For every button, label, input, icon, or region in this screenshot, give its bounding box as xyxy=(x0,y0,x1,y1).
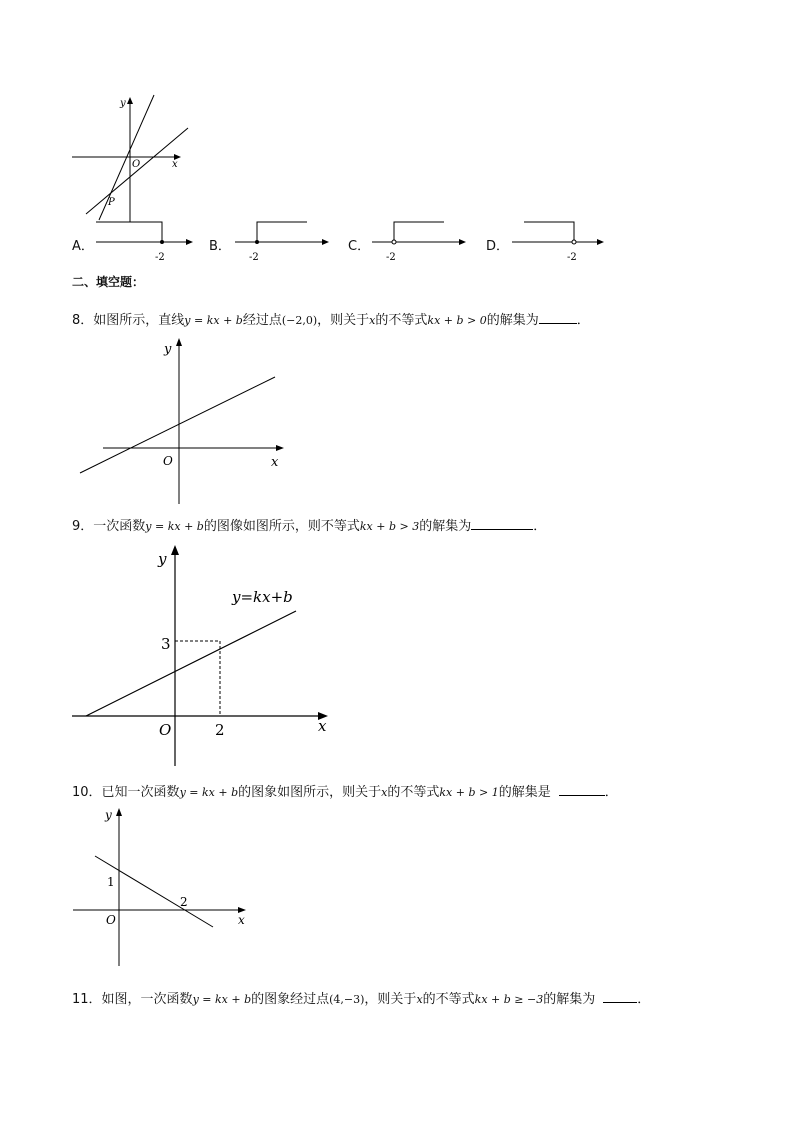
q8-inequality: kx + b > 0 xyxy=(427,314,487,327)
option-a-tick: -2 xyxy=(155,252,165,263)
q8-equation: y = kx + b xyxy=(184,314,243,327)
q10-text-2: 的图象如图所示，则关于 xyxy=(238,785,382,800)
question-11 xyxy=(72,988,650,1007)
q10-xtick-2: 2 xyxy=(180,895,188,909)
q11-var: x xyxy=(416,993,423,1006)
option-d-tick: -2 xyxy=(567,252,577,263)
question-8 xyxy=(72,309,590,328)
q8-var: x xyxy=(369,314,376,327)
q9-equation: y = kx + b xyxy=(145,520,204,533)
option-d-letter: D． xyxy=(486,239,510,254)
question-9 xyxy=(72,515,546,534)
q8-origin-label: O xyxy=(163,454,173,468)
q10-answer-blank[interactable] xyxy=(559,783,605,796)
q8-text-4: 的不等式 xyxy=(375,313,428,328)
q10-origin-label: O xyxy=(106,913,116,927)
q10-var: x xyxy=(381,786,388,799)
q11-text-3: ，则关于 xyxy=(364,992,417,1007)
q8-y-label: y xyxy=(164,342,172,357)
q7-figure xyxy=(66,92,196,222)
q11-inequality: kx + b ≥ −3 xyxy=(474,993,544,1006)
q10-x-label: x xyxy=(238,913,245,927)
q9-inequality: kx + b > 3 xyxy=(359,520,420,533)
q9-x-label: x xyxy=(318,717,327,735)
q8-text-3: ，则关于 xyxy=(317,313,370,328)
q11-text-1: 如图，一次函数 xyxy=(101,992,193,1007)
q9-text-1: 一次函数 xyxy=(93,519,146,534)
option-c-letter: C． xyxy=(348,239,371,254)
q7-line-2 xyxy=(86,128,188,214)
option-a-letter: A． xyxy=(72,239,94,254)
option-c-tick: -2 xyxy=(386,252,396,263)
q10-ytick-1: 1 xyxy=(107,875,115,889)
q8-answer-blank[interactable] xyxy=(539,311,577,324)
q11-equation: y = kx + b xyxy=(192,993,252,1006)
q8-number: 8． xyxy=(72,313,94,328)
q10-y-label: y xyxy=(105,808,112,822)
option-d-number-line xyxy=(510,218,610,264)
q11-end: ． xyxy=(637,992,651,1007)
option-a-point xyxy=(160,240,164,244)
q10-end: ． xyxy=(604,785,618,800)
q7-y-arrow xyxy=(127,97,133,104)
q7-origin-label: O xyxy=(132,159,141,170)
q11-text-4: 的不等式 xyxy=(422,992,475,1007)
q11-text-5: 的解集为 xyxy=(543,992,596,1007)
question-10 xyxy=(72,781,618,800)
q9-answer-blank[interactable] xyxy=(471,517,533,530)
q9-text-2: 的图像如图所示，则不等式 xyxy=(203,519,360,534)
q9-text-3: 的解集为 xyxy=(419,519,472,534)
q8-point: (−2,0) xyxy=(281,314,318,327)
q9-ytick-3: 3 xyxy=(161,635,171,653)
option-b-tick: -2 xyxy=(249,252,259,263)
q9-end: ． xyxy=(533,519,547,534)
q9-y-label: y xyxy=(158,550,167,568)
q11-text-2: 的图象经过点 xyxy=(251,992,330,1007)
q9-xtick-2: 2 xyxy=(215,721,225,739)
q10-text-1: 已知一次函数 xyxy=(101,785,180,800)
q7-point-p-label: P xyxy=(108,197,115,208)
q7-x-label: x xyxy=(172,159,178,170)
q9-line xyxy=(86,611,296,716)
q9-graph xyxy=(70,544,340,770)
q10-graph xyxy=(70,806,255,968)
option-b-letter: B． xyxy=(209,239,231,254)
q11-point: (4,−3) xyxy=(329,993,365,1006)
q8-text-5: 的解集为 xyxy=(486,313,539,328)
option-a-number-line xyxy=(94,218,199,264)
q11-answer-blank[interactable] xyxy=(603,990,637,1003)
q7-y-label: y xyxy=(120,98,126,109)
q10-number: 10． xyxy=(72,785,102,800)
q10-text-3: 的不等式 xyxy=(387,785,440,800)
q8-end: ． xyxy=(576,313,590,328)
option-c-number-line xyxy=(370,218,475,264)
q8-graph xyxy=(76,336,296,508)
q10-text-4: 的解集是 xyxy=(498,785,551,800)
q8-text-2: 经过点 xyxy=(242,313,282,328)
q11-number: 11． xyxy=(72,992,102,1007)
option-d-point xyxy=(572,240,576,244)
q8-x-label: x xyxy=(271,455,279,470)
option-b-number-line xyxy=(233,218,338,264)
q10-inequality: kx + b > 1 xyxy=(439,786,499,799)
q8-text-1: 如图所示，直线 xyxy=(93,313,185,328)
section-title: 二、填空题： xyxy=(72,275,145,289)
q10-equation: y = kx + b xyxy=(179,786,239,799)
option-c-point xyxy=(392,240,396,244)
q9-line-label: y=kx+b xyxy=(232,588,293,606)
q9-number: 9． xyxy=(72,519,94,534)
option-b-point xyxy=(255,240,259,244)
q9-origin-label: O xyxy=(159,721,172,739)
q8-line xyxy=(80,377,275,473)
